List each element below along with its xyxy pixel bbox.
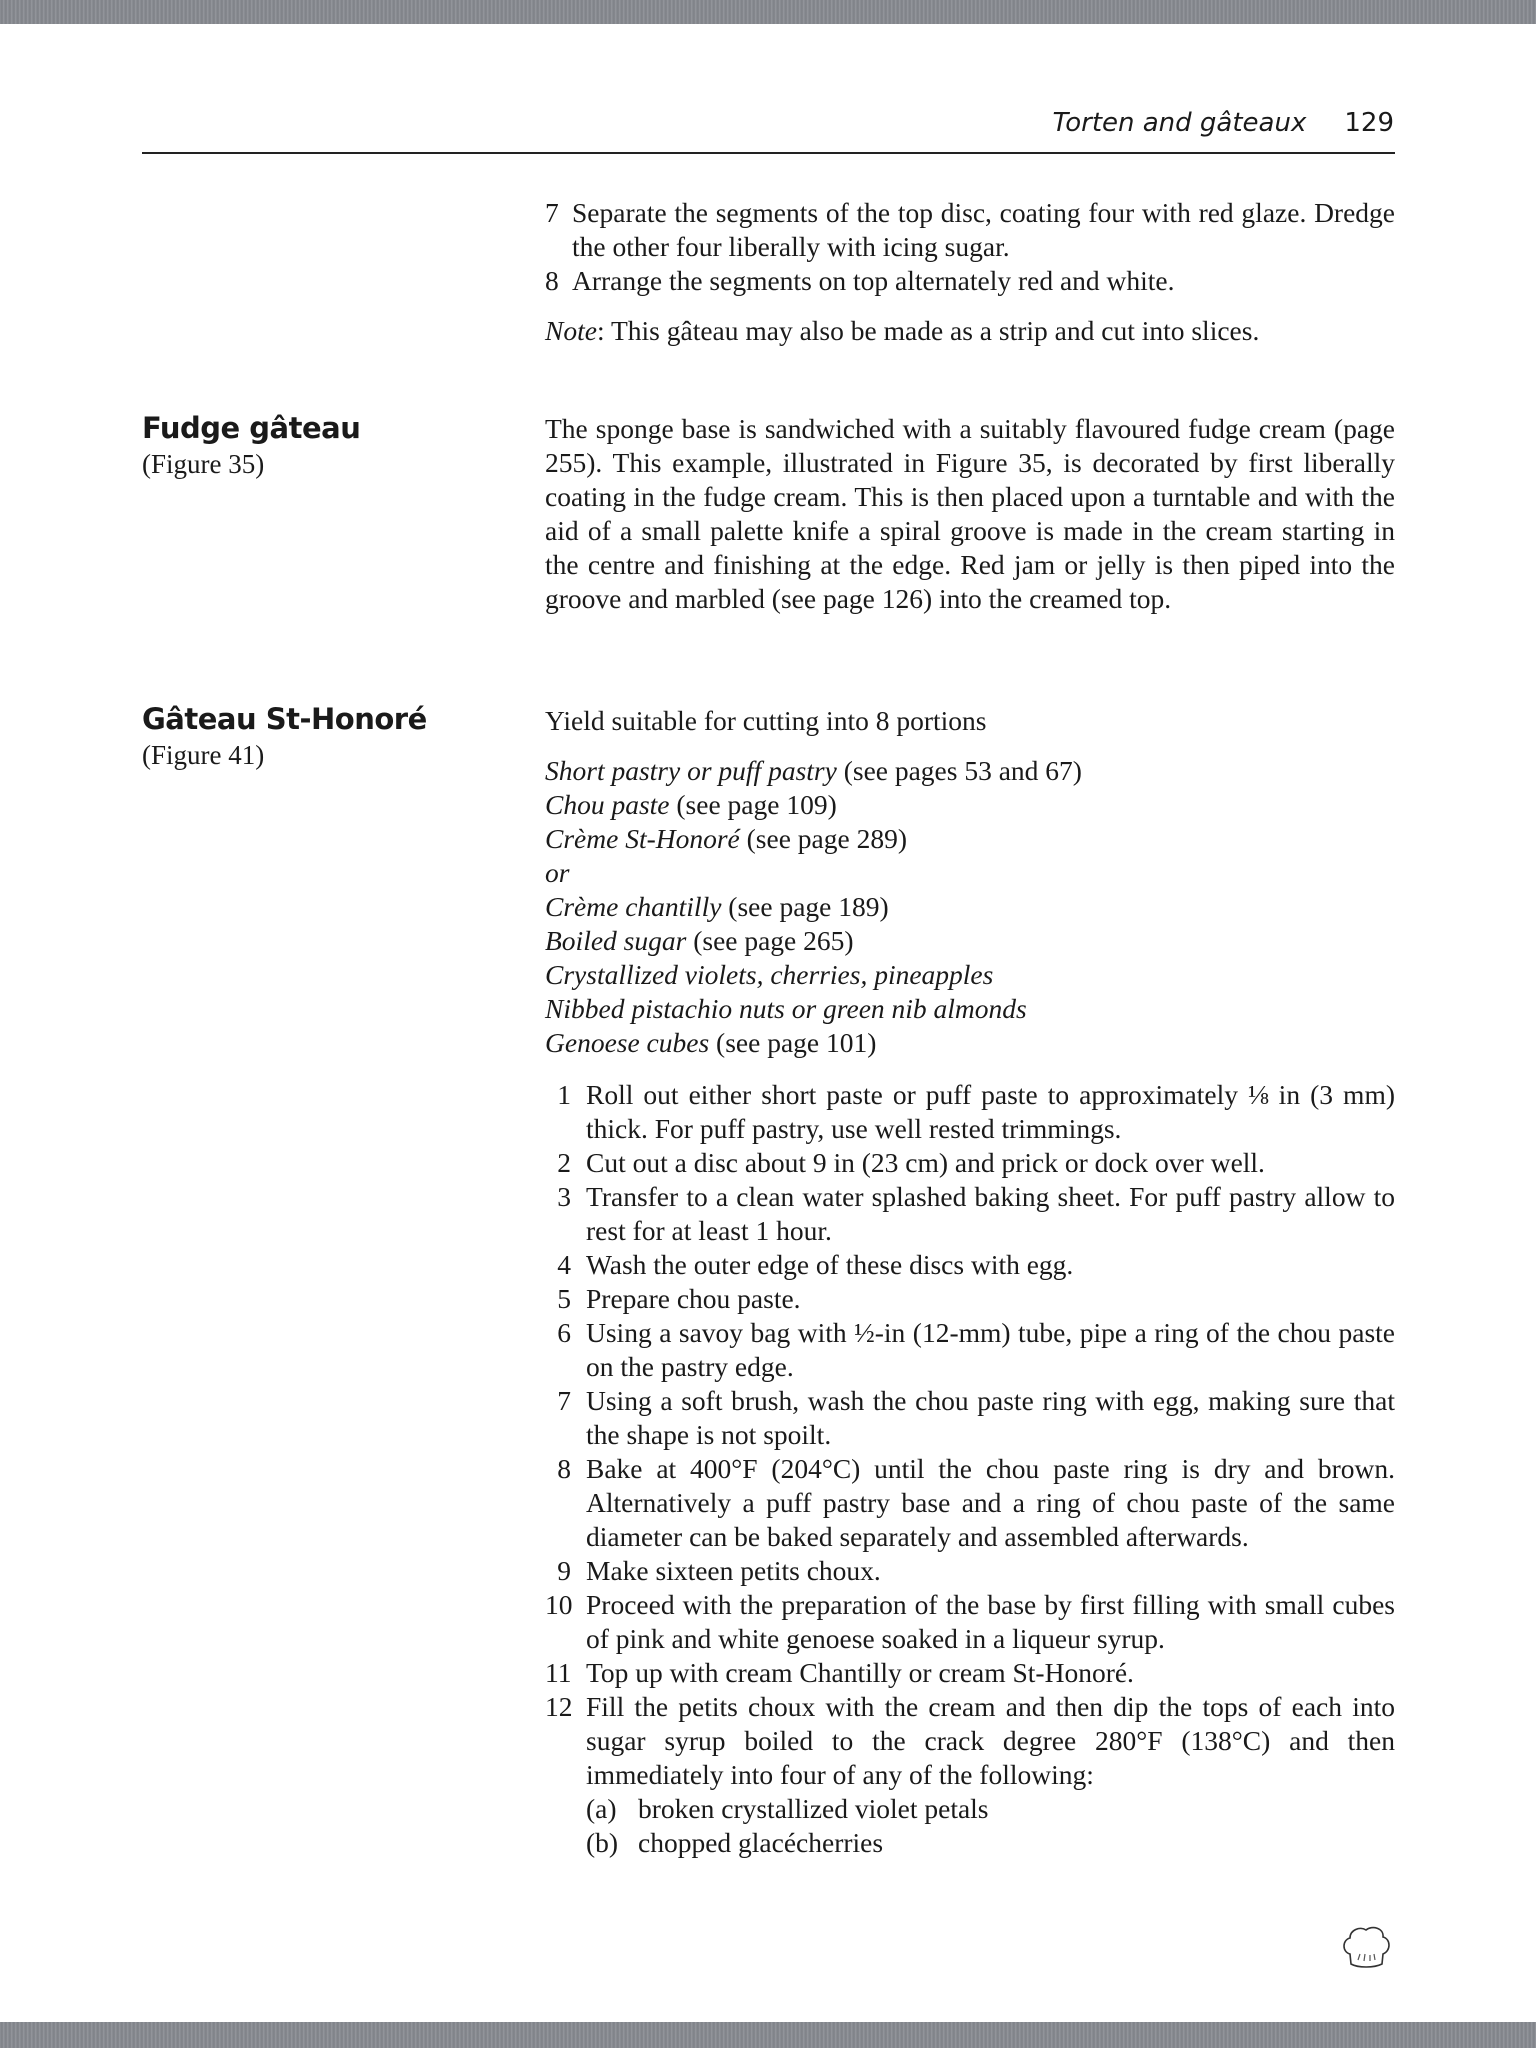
fudge-paragraph: The sponge base is sandwiched with a suitably flavoured fudge cream (page 255). This example, illustrated in Figure 35, is decorated by first liberally coating in the fudge cream. This is then placed upon a turntable and with the aid of a small palette knife a spiral groove is made in the cream starting in the centre and finishing at the edge. Red jam or jelly is then piped into the groove and marbled (see page 126) into the creamed top. xyxy=(545,413,1395,614)
list-item: 7 Separate the segments of the top disc, coating four with red glaze. Dredge the other four liberally with icing sugar. xyxy=(545,197,1395,262)
ingredient-item: Short pastry or puff pastry (see pages 53 and 67) xyxy=(545,755,1082,786)
ingredient-item: Chou paste (see page 109) xyxy=(545,789,837,820)
bottom-scan-border xyxy=(0,2022,1536,2048)
list-item: 8 Arrange the segments on top alternately red and white. xyxy=(545,265,1175,296)
sub-list-item: (b) chopped glacécherries xyxy=(586,1827,884,1858)
ingredient-item: Nibbed pistachio nuts or green nib almonds xyxy=(545,993,1027,1024)
top-scan-border xyxy=(0,0,1536,24)
list-item: 3 Transfer to a clean water splashed baking sheet. For puff pastry allow to rest for at least 1 hour. xyxy=(557,1181,1395,1246)
list-item: 4 Wash the outer edge of these discs with egg. xyxy=(557,1249,1074,1280)
sub-list-item: (a) broken crystallized violet petals xyxy=(586,1793,989,1824)
running-head-title: Torten and gâteaux xyxy=(1052,108,1307,138)
ingredient-item: Boiled sugar (see page 265) xyxy=(545,925,854,956)
ingredient-item: Crème St-Honoré (see page 289) xyxy=(545,823,907,854)
list-item: 1 Roll out either short paste or puff paste to approximately ⅛ in (3 mm) thick. For puff pastry, use well rested trimmings. xyxy=(557,1079,1395,1144)
ingredient-item: Crystallized violets, cherries, pineapples xyxy=(545,959,994,990)
fudge-figure-ref: (Figure 35) xyxy=(142,449,265,479)
note-label: Note xyxy=(545,315,597,346)
list-item: 6 Using a savoy bag with ½-in (12-mm) tube, pipe a ring of the chou paste on the pastry edge. xyxy=(557,1317,1395,1382)
note-paragraph xyxy=(545,314,1395,348)
sub-items-list xyxy=(586,1792,1395,1860)
list-item: 10 Proceed with the preparation of the base by first filling with small cubes of pink and white genoese soaked in a liqueur syrup. xyxy=(545,1589,1395,1654)
list-item: 11 Top up with cream Chantilly or cream St-Honoré. xyxy=(545,1657,1134,1688)
ingredient-item: Crème chantilly (see page 189) xyxy=(545,891,889,922)
list-item: 7 Using a soft brush, wash the chou paste ring with egg, making sure that the shape is not spoilt. xyxy=(557,1385,1395,1450)
honore-title: Gâteau St-Honoré xyxy=(142,702,427,736)
list-item: 5 Prepare chou paste. xyxy=(557,1283,801,1314)
running-head xyxy=(1053,108,1394,138)
list-item: 12 Fill the petits choux with the cream and then dip the tops of each into sugar syrup boiled to the crack degree 280°F (138°C) and then immediately into four of any of the following: (a) broken crystallized violet petals (b) chopped glacécherries xyxy=(545,1691,1395,1858)
list-item: 2 Cut out a disc about 9 in (23 cm) and prick or dock over well. xyxy=(557,1147,1265,1178)
fudge-title: Fudge gâteau xyxy=(142,411,361,445)
continued-steps-list xyxy=(545,196,1395,298)
honore-body xyxy=(545,704,1395,1860)
page-number: 129 xyxy=(1344,108,1394,138)
ingredient-item: or xyxy=(545,857,570,888)
list-item: 8 Bake at 400°F (204°C) until the chou paste ring is dry and brown. Alternatively a puff pastry base and a ring of chou paste of the same diameter can be baked separately and assembled afterwards. xyxy=(557,1453,1395,1552)
yield-line: Yield suitable for cutting into 8 portions xyxy=(545,705,987,736)
chef-hat-icon xyxy=(1340,1924,1392,1977)
honore-side-heading xyxy=(142,700,427,772)
note-text: : This gâteau may also be made as a strip and cut into slices. xyxy=(596,315,1260,346)
ingredient-item: Genoese cubes (see page 101) xyxy=(545,1027,877,1058)
ingredients-list xyxy=(545,754,1395,1060)
header-rule xyxy=(142,152,1395,154)
fudge-side-heading xyxy=(142,409,360,481)
list-item: 9 Make sixteen petits choux. xyxy=(557,1555,881,1586)
continued-steps-block xyxy=(545,196,1395,348)
honore-figure-ref: (Figure 41) xyxy=(142,740,265,770)
method-steps-list xyxy=(545,1078,1395,1860)
